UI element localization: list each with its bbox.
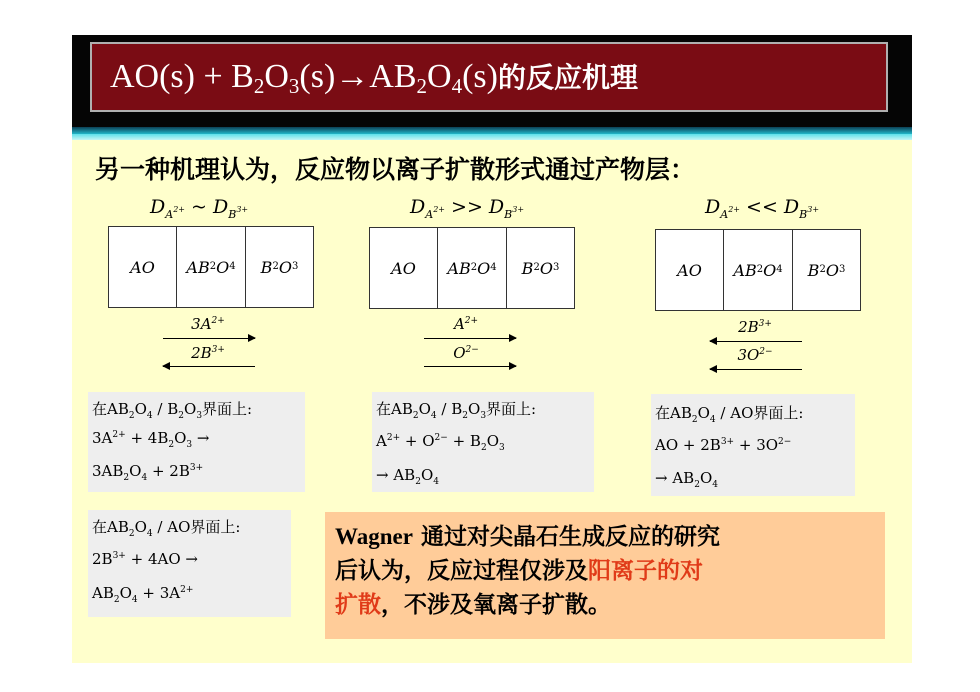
reaction-4-line-2: $2B^{3+} + 4AO$ → [92,550,198,568]
reaction-3-line-2: AO + $2B^{3+} + 3O^{2-}$ [655,436,792,454]
arrow-label-top-1: $3A^{2+}$ [191,315,225,333]
arrow-left-3a [710,341,802,342]
reaction-4-line-3: $AB_2O_4 + 3A^{2+}$ [92,584,194,605]
highlight-cation-counter-diffusion: 阳离子的对 [588,558,703,584]
arrow-right-2a [424,338,516,339]
condition-label-2: $D_{A^{2+}} >> D_{B^{3+}}$ [410,196,525,221]
reaction-1-line-1: 在$AB_2O_4 / B_2O_3$界面上: [92,400,253,421]
wagner-line-2: 后认为，反应过程仅涉及阳离子的对 [335,558,703,584]
layer-b2o3-1: B 2 O 3 [245,226,314,308]
wagner-line-3: 扩散，不涉及氧离子扩散。 [335,592,611,618]
arrow-label-bottom-3: $3O^{2-}$ [737,346,773,364]
layer-ao-3: AO [655,229,724,311]
title-accent-band [72,127,912,134]
arrow-left-3b [710,369,802,370]
reaction-4-line-1: 在$AB_2O_4$ / AO界面上: [92,518,241,539]
title-accent-band-light [72,134,912,140]
arrow-label-top-2: $A^{2+}$ [453,315,479,333]
highlight-diffusion: 扩散 [335,592,381,618]
layer-ab2o4-3: AB 2 O 4 [723,229,793,311]
reaction-1-line-2: $3A^{2+} + 4B_2O_3$ → [92,429,210,450]
wagner-line-1: Wagner 通过对尖晶石生成反应的研究 [335,524,720,550]
reaction-2-line-3: → $AB_2O_4$ [376,466,439,487]
arrow-right-1 [163,338,255,339]
slide-title: $AO(s) + B_2O_3(s)\to AB_2O_4(s)$的反应机理 [90,42,888,112]
arrow-label-bottom-1: $2B^{3+}$ [191,344,225,362]
layer-ab2o4-2: AB 2 O 4 [437,227,507,309]
arrow-label-bottom-2: $O^{2-}$ [453,344,479,362]
condition-label-1: $D_{A^{2+}}$ ~ $D_{B^{3+}}$ [150,196,249,221]
subtitle: 另一种机理认为，反应物以离子扩散形式通过产物层： [95,155,696,184]
layer-ao-1: AO [108,226,177,308]
wagner-conclusion-box [325,512,885,639]
layer-b2o3-2: B 2 O 3 [506,227,575,309]
layer-ao-2: AO [369,227,438,309]
condition-label-3: $D_{A^{2+}} << D_{B^{3+}}$ [705,196,820,221]
reaction-2-line-2: $A^{2+} + O^{2-} + B_2O_3$ [376,432,505,453]
arrow-right-2b [424,366,516,367]
reaction-1-line-3: $3AB_2O_4 + 2B^{3+}$ [92,462,204,483]
reaction-2-line-1: 在$AB_2O_4 / B_2O_3$界面上: [376,400,537,421]
reaction-3-line-3: → $AB_2O_4$ [655,469,718,490]
layer-b2o3-3: B 2 O 3 [792,229,861,311]
reaction-3-line-1: 在$AB_2O_4$ / AO界面上: [655,404,804,425]
layer-ab2o4-1: AB 2 O 4 [176,226,246,308]
arrow-left-1 [163,366,255,367]
arrow-label-top-3: $2B^{3+}$ [738,318,772,336]
